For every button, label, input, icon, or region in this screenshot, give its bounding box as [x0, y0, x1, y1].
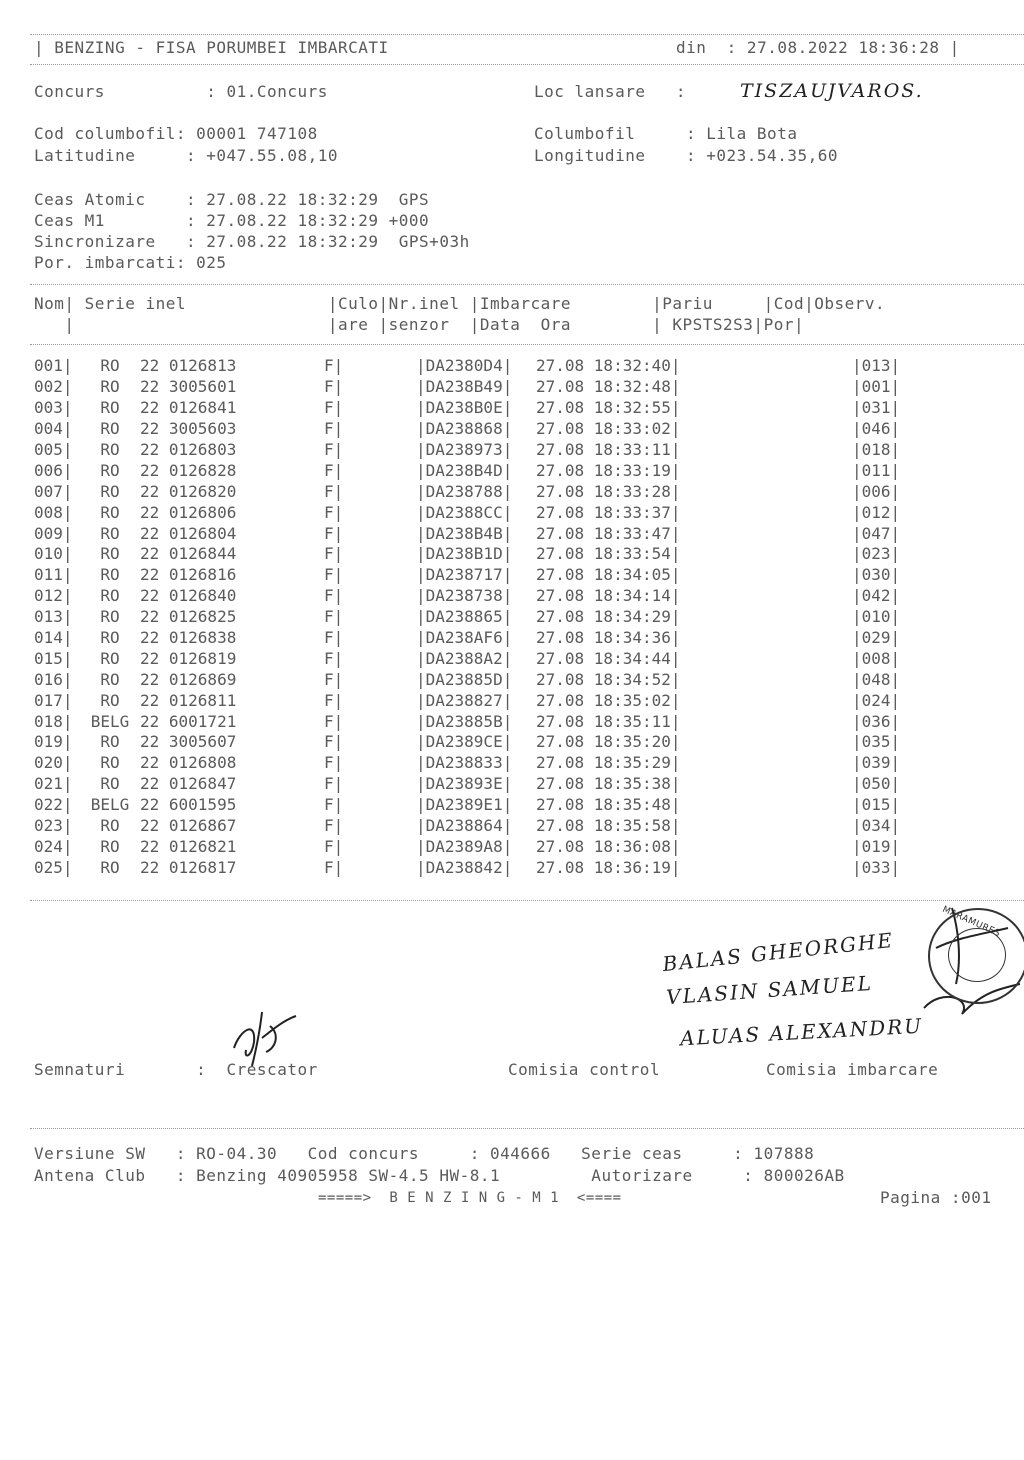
row-tara: RO [100, 648, 120, 668]
pigeon-table [34, 356, 912, 878]
table-row [34, 690, 912, 711]
row-nom: 012| [34, 586, 73, 606]
row-inel: 22 0126813 [140, 356, 237, 376]
row-pariu [724, 857, 852, 878]
row-pariu [724, 690, 852, 711]
row-senzor: |DA2388A2| [416, 648, 513, 668]
table-header-line2: | |are |senzor |Data Ora | KPSTS2S3|Por| [34, 315, 805, 334]
row-imbarcare: 27.08 18:34:36| [536, 628, 681, 648]
row-cod: |023| [852, 544, 901, 564]
row-senzor: |DA238827| [416, 690, 513, 710]
row-tara: RO [100, 356, 120, 376]
row-cod: |042| [852, 586, 901, 606]
row-sex: F| [324, 586, 344, 606]
row-sex: F| [324, 774, 344, 794]
row-nom: 003| [34, 398, 73, 418]
row-imbarcare: 27.08 18:34:29| [536, 607, 681, 627]
row-senzor: |DA2388CC| [416, 502, 513, 522]
row-inel: 22 0126816 [140, 565, 237, 585]
divider [30, 344, 1024, 345]
table-row [34, 481, 912, 502]
row-cod: |018| [852, 440, 901, 459]
row-pariu [724, 377, 852, 398]
row-senzor: |DA2389E1| [416, 795, 513, 815]
row-imbarcare: 27.08 18:34:44| [536, 648, 681, 668]
table-row [34, 419, 912, 440]
row-cod: |033| [852, 857, 901, 877]
row-imbarcare: 27.08 18:32:40| [536, 356, 681, 376]
row-sex: F| [324, 753, 344, 773]
row-sex: F| [324, 565, 344, 585]
row-sex: F| [324, 502, 344, 522]
row-nom: 025| [34, 857, 73, 877]
row-tara: RO [100, 774, 120, 794]
row-inel: 22 0126820 [140, 481, 237, 501]
row-imbarcare: 27.08 18:35:20| [536, 732, 681, 752]
row-pariu [724, 440, 852, 461]
row-tara: RO [100, 502, 120, 522]
row-nom: 004| [34, 419, 73, 439]
row-pariu [724, 836, 852, 857]
row-cod: |019| [852, 836, 901, 856]
divider [30, 1128, 1024, 1129]
row-culoare [364, 565, 416, 586]
row-inel: 22 0126869 [140, 669, 237, 689]
row-tara: RO [100, 440, 120, 459]
row-pariu [724, 565, 852, 586]
columbofil-line: Columbofil : Lila Bota [534, 124, 798, 143]
row-nom: 016| [34, 669, 73, 689]
table-row [34, 607, 912, 628]
row-cod: |036| [852, 711, 901, 731]
row-cod: |047| [852, 523, 901, 543]
table-row [34, 523, 912, 544]
row-culoare [364, 836, 416, 857]
row-cod: |015| [852, 795, 901, 815]
row-tara: RO [100, 669, 120, 689]
row-sex: F| [324, 460, 344, 480]
row-culoare [364, 481, 416, 502]
row-nom: 010| [34, 544, 73, 564]
handwritten-name-1: BALAS GHEORGHE [661, 927, 896, 977]
row-nom: 014| [34, 628, 73, 648]
table-row [34, 544, 912, 565]
table-row [34, 565, 912, 586]
row-tara: RO [100, 607, 120, 627]
row-nom: 005| [34, 440, 73, 459]
row-culoare [364, 648, 416, 669]
row-inel: 22 0126840 [140, 586, 237, 606]
row-inel: 22 0126803 [140, 440, 237, 459]
row-inel: 22 0126825 [140, 607, 237, 627]
row-sex: F| [324, 690, 344, 710]
row-sex: F| [324, 836, 344, 856]
row-nom: 008| [34, 502, 73, 522]
divider [30, 64, 1024, 65]
concurs-line: Concurs : 01.Concurs [34, 82, 328, 101]
row-imbarcare: 27.08 18:35:02| [536, 690, 681, 710]
table-row [34, 628, 912, 649]
row-culoare [364, 523, 416, 544]
row-tara: BELG [90, 795, 130, 815]
table-row [34, 460, 912, 481]
table-row [34, 857, 912, 878]
row-pariu [724, 753, 852, 774]
row-sex: F| [324, 795, 344, 815]
row-imbarcare: 27.08 18:33:19| [536, 460, 681, 480]
row-culoare [364, 502, 416, 523]
stamp-text: MARAMURES [940, 904, 1002, 940]
row-inel: 22 3005603 [140, 419, 237, 439]
row-senzor: |DA238865| [416, 607, 513, 627]
table-row [34, 774, 912, 795]
row-nom: 007| [34, 481, 73, 501]
benzing-banner: =====> B E N Z I N G - M 1 <==== [318, 1190, 622, 1206]
ceas-atomic-line: Ceas Atomic : 27.08.22 18:32:29 GPS [34, 190, 430, 209]
table-row [34, 648, 912, 669]
table-row [34, 356, 912, 377]
por-imbarcati-line: Por. imbarcati: 025 [34, 253, 227, 272]
row-culoare [364, 460, 416, 481]
pagina-label: Pagina :001 [880, 1188, 992, 1207]
row-cod: |024| [852, 690, 901, 710]
row-inel: 22 0126847 [140, 774, 237, 794]
row-tara: RO [100, 481, 120, 501]
row-tara: RO [100, 398, 120, 418]
row-imbarcare: 27.08 18:33:37| [536, 502, 681, 522]
row-inel: 22 0126806 [140, 502, 237, 522]
row-pariu [724, 628, 852, 649]
row-cod: |029| [852, 628, 901, 648]
row-inel: 22 0126838 [140, 628, 237, 648]
row-inel: 22 0126817 [140, 857, 237, 877]
cod-columbofil-line: Cod columbofil: 00001 747108 [34, 124, 318, 143]
row-inel: 22 0126808 [140, 753, 237, 773]
row-tara: RO [100, 460, 120, 480]
row-pariu [724, 460, 852, 481]
row-imbarcare: 27.08 18:36:19| [536, 857, 681, 877]
row-nom: 020| [34, 753, 73, 773]
row-senzor: |DA238833| [416, 753, 513, 773]
row-culoare [364, 628, 416, 649]
row-senzor: |DA238842| [416, 857, 513, 877]
row-tara: RO [100, 586, 120, 606]
row-senzor: |DA2389CE| [416, 732, 513, 752]
row-tara: RO [100, 419, 120, 439]
row-nom: 009| [34, 523, 73, 543]
table-row [34, 816, 912, 837]
longitudine-line: Longitudine : +023.54.35,60 [534, 146, 838, 165]
row-inel: 22 0126804 [140, 523, 237, 543]
row-cod: |039| [852, 753, 901, 773]
row-culoare [364, 690, 416, 711]
row-sex: F| [324, 419, 344, 439]
row-culoare [364, 356, 416, 377]
divider [30, 34, 1024, 35]
row-imbarcare: 27.08 18:35:29| [536, 753, 681, 773]
row-senzor: |DA23893E| [416, 774, 513, 794]
row-imbarcare: 27.08 18:34:52| [536, 669, 681, 689]
document-date: din : 27.08.2022 18:36:28 | [676, 38, 960, 57]
row-tara: RO [100, 836, 120, 856]
row-culoare [364, 816, 416, 837]
row-sex: F| [324, 628, 344, 648]
row-sex: F| [324, 648, 344, 668]
row-cod: |010| [852, 607, 901, 627]
row-tara: RO [100, 565, 120, 585]
row-pariu [724, 419, 852, 440]
row-nom: 011| [34, 565, 73, 585]
row-culoare [364, 398, 416, 419]
table-row [34, 836, 912, 857]
row-pariu [724, 711, 852, 732]
row-pariu [724, 669, 852, 690]
row-imbarcare: 27.08 18:34:05| [536, 565, 681, 585]
row-imbarcare: 27.08 18:36:08| [536, 836, 681, 856]
row-senzor: |DA238738| [416, 586, 513, 606]
row-imbarcare: 27.08 18:35:58| [536, 816, 681, 836]
row-senzor: |DA2389A8| [416, 836, 513, 856]
row-tara: RO [100, 857, 120, 877]
table-row [34, 711, 912, 732]
row-nom: 017| [34, 690, 73, 710]
table-row [34, 669, 912, 690]
row-culoare [364, 732, 416, 753]
table-row [34, 732, 912, 753]
row-sex: F| [324, 481, 344, 501]
row-sex: F| [324, 398, 344, 418]
row-pariu [724, 774, 852, 795]
row-sex: F| [324, 711, 344, 731]
row-senzor: |DA238B4B| [416, 523, 513, 543]
comisia-control-label: Comisia control [508, 1060, 660, 1079]
row-nom: 018| [34, 711, 73, 731]
row-culoare [364, 586, 416, 607]
row-cod: |012| [852, 502, 901, 522]
row-senzor: |DA2380D4| [416, 356, 513, 376]
row-pariu [724, 398, 852, 419]
row-nom: 021| [34, 774, 73, 794]
row-sex: F| [324, 544, 344, 564]
row-culoare [364, 544, 416, 565]
row-pariu [724, 648, 852, 669]
row-inel: 22 0126841 [140, 398, 237, 418]
row-cod: |031| [852, 398, 901, 418]
row-cod: |006| [852, 481, 901, 501]
row-nom: 024| [34, 836, 73, 856]
comisia-imbarcare-label: Comisia imbarcare [766, 1060, 939, 1079]
row-cod: |035| [852, 732, 901, 752]
row-nom: 001| [34, 356, 73, 376]
row-inel: 22 0126844 [140, 544, 237, 564]
row-imbarcare: 27.08 18:33:28| [536, 481, 681, 501]
row-imbarcare: 27.08 18:33:54| [536, 544, 681, 564]
row-inel: 22 0126821 [140, 836, 237, 856]
row-culoare [364, 795, 416, 816]
row-nom: 019| [34, 732, 73, 752]
row-sex: F| [324, 356, 344, 376]
row-pariu [724, 816, 852, 837]
row-senzor: |DA238B1D| [416, 544, 513, 564]
row-pariu [724, 481, 852, 502]
row-culoare [364, 774, 416, 795]
sincronizare-line: Sincronizare : 27.08.22 18:32:29 GPS+03h [34, 232, 470, 251]
row-inel: 22 0126819 [140, 648, 237, 668]
row-senzor: |DA238868| [416, 419, 513, 439]
row-pariu [724, 586, 852, 607]
row-imbarcare: 27.08 18:35:38| [536, 774, 681, 794]
row-cod: |050| [852, 774, 901, 794]
row-pariu [724, 544, 852, 565]
row-cod: |046| [852, 419, 901, 439]
handwritten-name-3: ALUAS ALEXANDRU [679, 1013, 924, 1051]
row-senzor: |DA238788| [416, 481, 513, 501]
table-row [34, 398, 912, 419]
table-row [34, 440, 912, 461]
table-row [34, 377, 912, 398]
table-row [34, 586, 912, 607]
row-inel: 22 6001721 [140, 711, 237, 731]
handwritten-name-2: VLASIN SAMUEL [665, 970, 874, 1010]
table-row [34, 753, 912, 774]
row-culoare [364, 753, 416, 774]
latitudine-line: Latitudine : +047.55.08,10 [34, 146, 338, 165]
loc-lansare-handwritten: TISZAUJVAROS. [740, 80, 924, 102]
row-cod: |008| [852, 648, 901, 668]
row-senzor: |DA238B0E| [416, 398, 513, 418]
row-inel: 22 3005607 [140, 732, 237, 752]
divider [30, 284, 1024, 285]
row-sex: F| [324, 607, 344, 627]
row-inel: 22 3005601 [140, 377, 237, 397]
row-pariu [724, 356, 852, 377]
row-sex: F| [324, 523, 344, 543]
row-inel: 22 0126867 [140, 816, 237, 836]
row-cod: |048| [852, 669, 901, 689]
antena-line: Antena Club : Benzing 40905958 SW-4.5 HW-8.1 Autorizare : 800026AB [34, 1166, 845, 1185]
row-culoare [364, 857, 416, 878]
row-sex: F| [324, 732, 344, 752]
row-sex: F| [324, 377, 344, 397]
row-senzor: |DA238973| [416, 440, 513, 459]
row-culoare [364, 377, 416, 398]
row-cod: |013| [852, 356, 901, 376]
row-sex: F| [324, 669, 344, 689]
row-senzor: |DA238B49| [416, 377, 513, 397]
row-tara: RO [100, 544, 120, 564]
row-nom: 002| [34, 377, 73, 397]
document-title: | BENZING - FISA PORUMBEI IMBARCATI [34, 38, 389, 57]
row-culoare [364, 419, 416, 440]
row-tara: RO [100, 690, 120, 710]
row-culoare [364, 440, 416, 461]
row-tara: RO [100, 628, 120, 648]
row-sex: F| [324, 440, 344, 459]
row-tara: RO [100, 753, 120, 773]
table-row [34, 502, 912, 523]
row-senzor: |DA238864| [416, 816, 513, 836]
row-imbarcare: 27.08 18:32:55| [536, 398, 681, 418]
row-imbarcare: 27.08 18:32:48| [536, 377, 681, 397]
row-tara: RO [100, 816, 120, 836]
row-senzor: |DA238717| [416, 565, 513, 585]
row-imbarcare: 27.08 18:33:02| [536, 419, 681, 439]
row-senzor: |DA23885D| [416, 669, 513, 689]
row-tara: RO [100, 523, 120, 543]
row-cod: |034| [852, 816, 901, 836]
row-nom: 013| [34, 607, 73, 627]
row-sex: F| [324, 816, 344, 836]
row-pariu [724, 795, 852, 816]
semnaturi-line: Semnaturi : Crescator [34, 1060, 318, 1079]
row-pariu [724, 732, 852, 753]
signature-crescator [226, 990, 306, 1070]
row-inel: 22 6001595 [140, 795, 237, 815]
row-nom: 023| [34, 816, 73, 836]
row-imbarcare: 27.08 18:33:47| [536, 523, 681, 543]
row-imbarcare: 27.08 18:34:14| [536, 586, 681, 606]
row-senzor: |DA238AF6| [416, 628, 513, 648]
row-tara: RO [100, 377, 120, 397]
row-nom: 006| [34, 460, 73, 480]
row-imbarcare: 27.08 18:35:11| [536, 711, 681, 731]
row-imbarcare: 27.08 18:35:48| [536, 795, 681, 815]
row-nom: 022| [34, 795, 73, 815]
row-culoare [364, 607, 416, 628]
row-cod: |011| [852, 460, 901, 480]
ceas-m1-line: Ceas M1 : 27.08.22 18:32:29 +000 [34, 211, 430, 230]
row-inel: 22 0126828 [140, 460, 237, 480]
row-imbarcare: 27.08 18:33:11| [536, 440, 681, 459]
row-inel: 22 0126811 [140, 690, 237, 710]
row-senzor: |DA238B4D| [416, 460, 513, 480]
row-pariu [724, 523, 852, 544]
row-senzor: |DA23885B| [416, 711, 513, 731]
row-sex: F| [324, 857, 344, 877]
versiune-line: Versiune SW : RO-04.30 Cod concurs : 044666 Serie ceas : 107888 [34, 1144, 815, 1163]
row-cod: |001| [852, 377, 901, 397]
row-cod: |030| [852, 565, 901, 585]
row-pariu [724, 502, 852, 523]
row-tara: RO [100, 732, 120, 752]
table-header-line1: Nom| Serie inel |Culo|Nr.inel |Imbarcare |Pariu |Cod|Observ. [34, 294, 886, 313]
row-culoare [364, 669, 416, 690]
divider [30, 900, 1024, 901]
row-tara: BELG [90, 711, 130, 731]
table-row [34, 795, 912, 816]
row-culoare [364, 711, 416, 732]
row-nom: 015| [34, 648, 73, 668]
loc-lansare-label: Loc lansare : [534, 82, 686, 101]
row-pariu [724, 607, 852, 628]
